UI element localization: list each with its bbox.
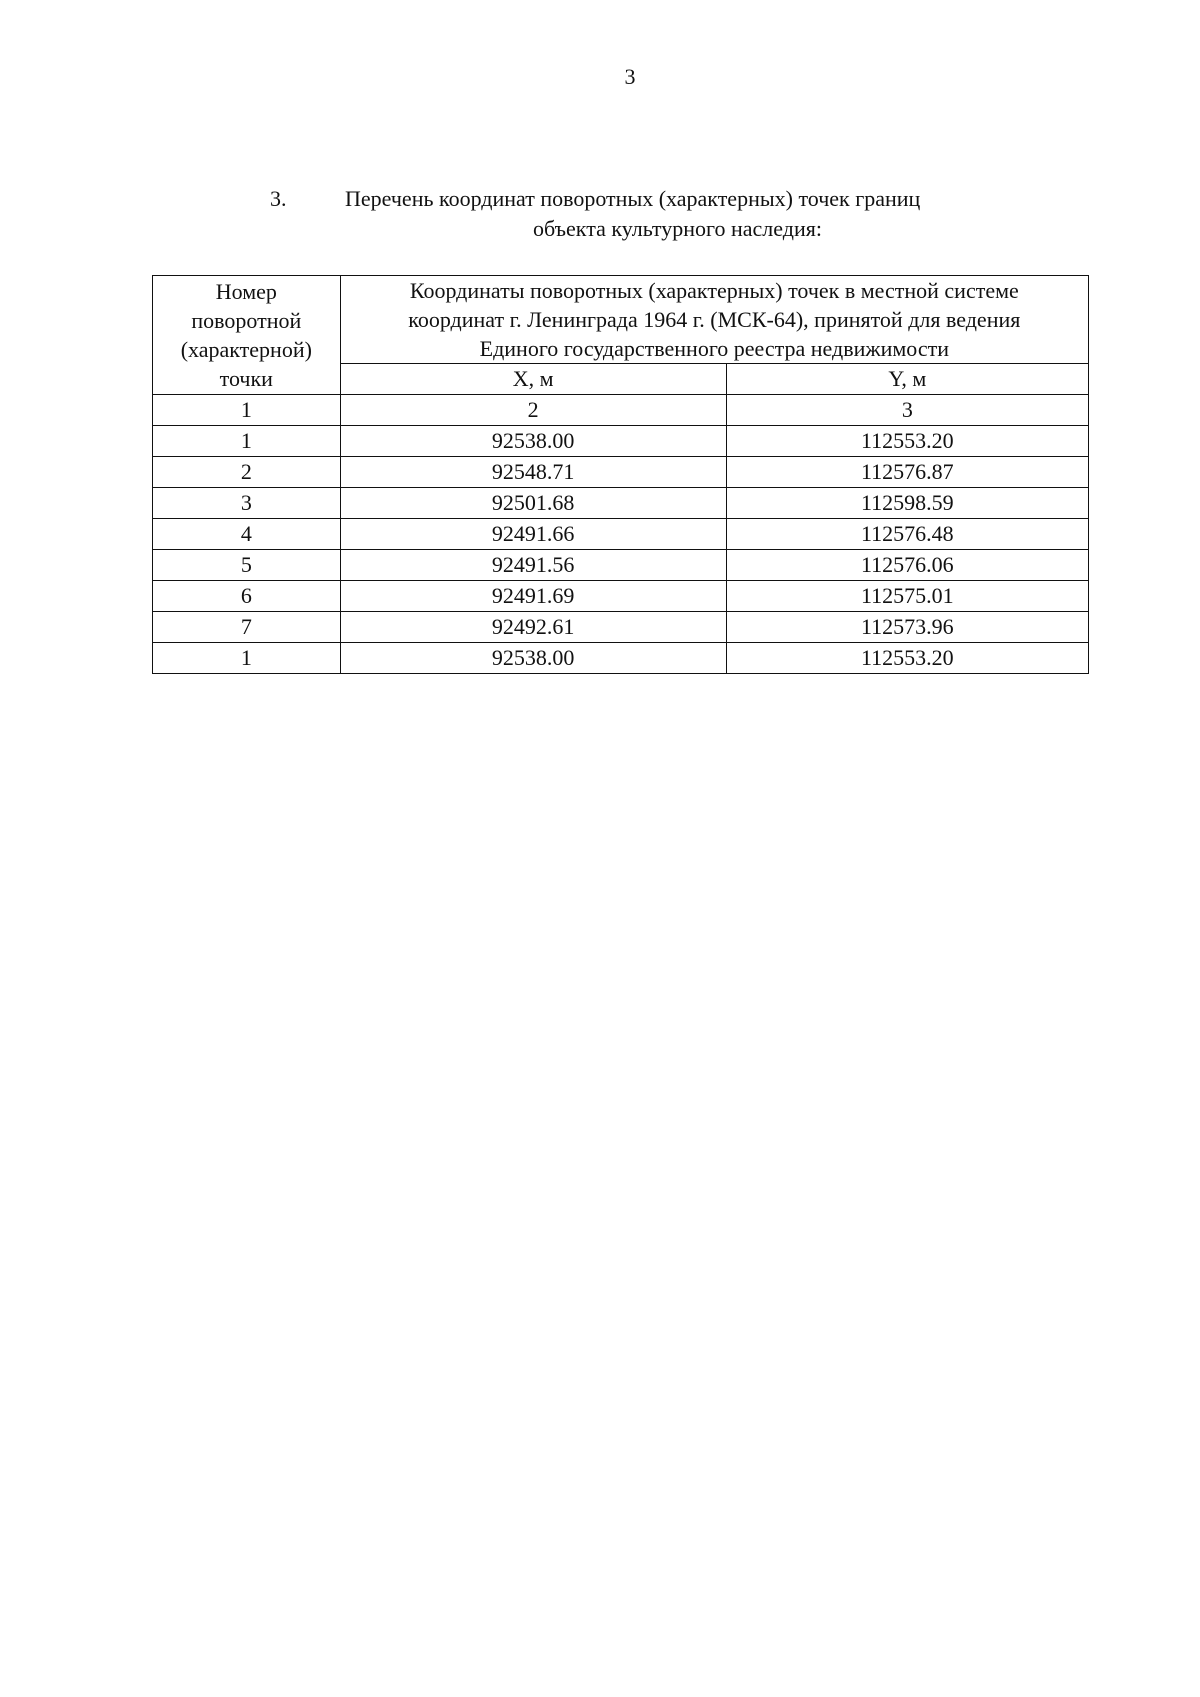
point-header-line: поворотной [191,308,302,333]
y-coordinate-cell: 112553.20 [726,426,1088,457]
point-number-cell: 4 [153,519,341,550]
x-coordinate-cell: 92491.69 [340,581,726,612]
x-column-header: X, м [340,364,726,395]
x-coordinate-cell: 92548.71 [340,457,726,488]
x-coordinate-cell: 92492.61 [340,612,726,643]
table-row [153,643,1089,674]
section-number: 3. [270,186,287,211]
table-row [153,612,1089,643]
y-coordinate-cell: 112576.48 [726,519,1088,550]
table-header-row [153,276,1089,364]
coord-header-line: Координаты поворотных (характерных) точек в местной системе [409,278,1019,303]
coord-header-line: координат г. Ленинграда 1964 г. (МСК-64), принятой для ведения [408,307,1021,332]
coord-header-line: Единого государственного реестра недвижимости [479,336,949,361]
section-heading [270,184,1010,244]
table-row [153,488,1089,519]
point-number-cell: 7 [153,612,341,643]
point-number-cell: 2 [153,457,341,488]
column-index: 1 [153,395,341,426]
heading-line-1 [270,184,1010,214]
table-row [153,550,1089,581]
x-coordinate-cell: 92491.66 [340,519,726,550]
y-coordinate-cell: 112573.96 [726,612,1088,643]
y-coordinate-cell: 112576.87 [726,457,1088,488]
point-number-cell: 5 [153,550,341,581]
table-row [153,426,1089,457]
column-index-row [153,395,1089,426]
column-index: 2 [340,395,726,426]
point-header-line: точки [219,366,273,391]
column-index: 3 [726,395,1088,426]
y-coordinate-cell: 112553.20 [726,643,1088,674]
x-coordinate-cell: 92538.00 [340,643,726,674]
x-coordinate-cell: 92538.00 [340,426,726,457]
point-number-cell: 1 [153,426,341,457]
point-number-cell: 6 [153,581,341,612]
table-row [153,519,1089,550]
x-coordinate-cell: 92501.68 [340,488,726,519]
heading-line-2: объекта культурного наследия: [533,216,822,241]
y-coordinate-cell: 112598.59 [726,488,1088,519]
point-header-line: (характерной) [180,337,312,362]
point-number-cell: 1 [153,643,341,674]
y-column-header: Y, м [726,364,1088,395]
point-header-line: Номер [215,279,277,304]
coordinates-header [340,276,1088,364]
page-number: 3 [624,64,636,89]
point-number-cell: 3 [153,488,341,519]
table-row [153,581,1089,612]
point-number-header [153,276,341,395]
heading-text-1: Перечень координат поворотных (характерных) точек границ [345,186,921,211]
x-coordinate-cell: 92491.56 [340,550,726,581]
table-row [153,457,1089,488]
coordinates-table [152,275,1089,674]
y-coordinate-cell: 112576.06 [726,550,1088,581]
y-coordinate-cell: 112575.01 [726,581,1088,612]
